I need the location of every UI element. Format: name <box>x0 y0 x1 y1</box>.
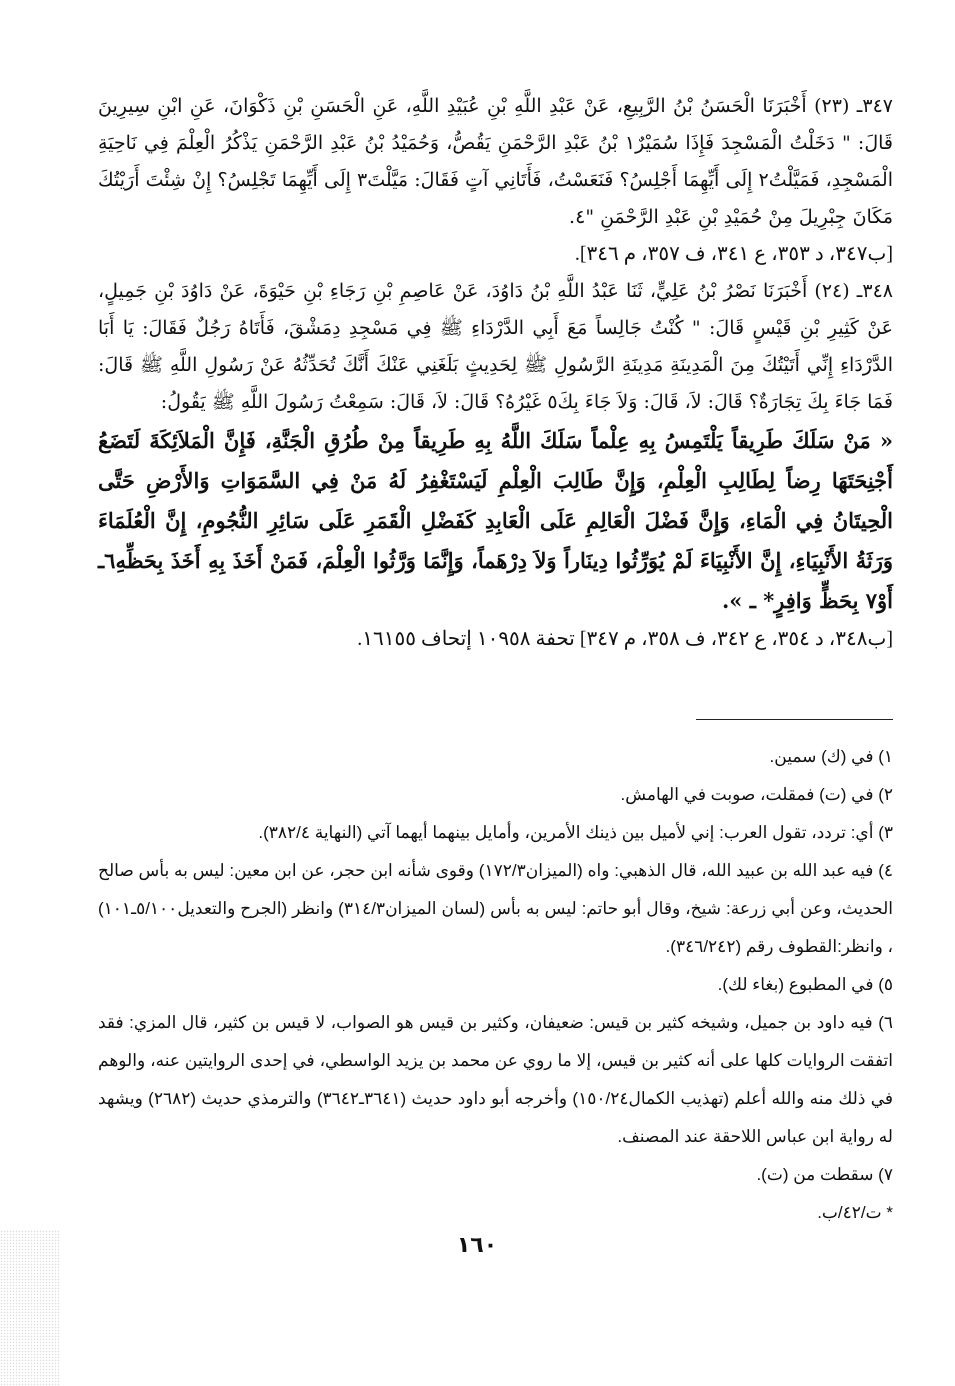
main-text <box>98 88 893 658</box>
reference-348: [ب٣٤٨، د ٣٥٤، ع ٣٤٢، ف ٣٥٨، م ٣٤٧] تحفة ١٠٩٥٨ إتحاف ١٦١٥٥. <box>357 628 893 650</box>
page-number: ١٦٠ <box>456 1233 498 1258</box>
footnote-6: ٦) فيه داود بن جميل، وشيخه كثير بن قيس: ضعيفان، وكثير بن قيس هو الصواب، لا قيس بن كثير، قال المزي: فقد اتفقت الروايات كلها على أنه كثير بن قيس، إلا ما روي عن محمد بن يزيد الواسطي، في إحدى الروايتين عنه، والوهم في ذلك منه والله أعلم (تهذيب الكمال١٥٠/٢٤) وأخرجه أبو داود حديث (٣٦٤١ـ٣٦٤٢) والترمذي حديث (٢٦٨٢) ويشهد له رواية ابن عباس اللاحقة عند المصنف. <box>98 1013 894 1146</box>
footnote-separator <box>696 719 893 720</box>
prophetic-quote: « مَنْ سَلَكَ طَرِيقاً يَلْتَمِسُ بِهِ عِلْماً سَلَكَ اللَّهُ بِهِ طَرِيقاً مِنْ طُرُقِ الْجَنَّةِ، فَإِنَّ الْمَلاَئِكَةَ لَتَضَعُ أَجْنِحَتَهَا رِضاً لِطَالِبِ الْعِلْمِ، وَإِنَّ طَالِبَ الْعِلْمِ لَيَسْتَغْفِرُ لَهُ مَنْ فِي السَّمَوَاتِ وَالأَرْضِ حَتَّى الْحِيتَانُ فِي الْمَاءِ، وَإِنَّ فَضْلَ الْعَالِمِ عَلَى الْعَابِدِ كَفَضْلِ الْقَمَرِ عَلَى سَائِرِ النُّجُومِ، إِنَّ الْعُلَمَاءَ وَرَثَةُ الأَنْبِيَاءِ، إِنَّ الأَنْبِيَاءَ لَمْ يُوَرِّثُوا دِينَاراً وَلاَ دِرْهَماً، وَإِنَّمَا وَرَّثُوا الْعِلْمَ، فَمَنْ أَخَذَ بِهِ أَخَذَ بِحَظِّهِ٦ـ أَوْ٧ بِحَظٍّ وَافِرٍ* ـ ». <box>98 428 893 613</box>
footnote-2: ٢) في (ت) فمقلت، صوبت في الهامش. <box>620 785 893 804</box>
footnote-4: ٤) فيه عبد الله بن عبيد الله، قال الذهبي: واه (الميزان١٧٢/٣) وقوى شأنه ابن حجر، عن ابن معين: ليس به بأس صالح الحديث، وعن أبي زرعة: شيخ، وقال أبو حاتم: ليس به بأس (لسان الميزان٣١٤/٣) وانظر (الجرح والتعديل٥/١٠٠ـ١٠١) ، وانظر:القطوف رقم (٣٤٦/٢٤٢). <box>98 861 893 956</box>
hadith-348: ٣٤٨ـ (٢٤) أَخْبَرَنَا نَصْرُ بْنُ عَلِيٍّ، ثَنَا عَبْدُ اللَّهِ بْنُ دَاوُدَ، عَنْ عَاصِمِ بْنِ رَجَاءِ بْنِ حَيْوَةَ، عَنْ دَاوُدَ بْنِ جَمِيلٍ، عَنْ كَثِيرِ بْنِ قَيْسٍ قَالَ: " كُنْتُ جَالِساً مَعَ أَبِي الدَّرْدَاءِ ﷺ فِي مَسْجِدِ دِمَشْقَ، فَأَتَاهُ رَجُلٌ فَقَالَ: يَا أَبَا الدَّرْدَاءِ إِنِّي أَتَيْتُكَ مِنَ الْمَدِينَةِ مَدِينَةِ الرَّسُولِ ﷺ لِحَدِيثٍ بَلَغَنِي عَنْكَ أَنَّكَ تُحَدِّثُهُ عَنْ رَسُولِ اللَّهِ ﷺ قَالَ: فَمَا جَاءَ بِكَ تِجَارَةٌ؟ قَالَ: لاَ، قَالَ: وَلاَ جَاءَ بِكَ٥ غَيْرُهُ؟ قَالَ: لاَ، قَالَ: سَمِعْتُ رَسُولَ اللَّهِ ﷺ يَقُولُ: <box>98 280 893 413</box>
scan-noise <box>0 1230 60 1386</box>
footnotes <box>98 738 893 1232</box>
footnote-5: ٥) في المطبوع (بغاء لك). <box>717 975 893 994</box>
hadith-347: ٣٤٧ـ (٢٣) أَخْبَرَنَا الْحَسَنُ بْنُ الرَّبِيعِ، عَنْ عَبْدِ اللَّهِ بْنِ عُبَيْدِ اللَّهِ، عَنِ الْحَسَنِ بْنِ ذَكْوَانَ، عَنِ ابْنِ سِيرِينَ قَالَ: " دَخَلْتُ الْمَسْجِدَ فَإِذَا سُمَيْرٌ١ بْنُ عَبْدِ الرَّحْمَنِ يَقُصُّ، وَحُمَيْدُ بْنُ عَبْدِ الرَّحْمَنِ يَذْكُرُ الْعِلْمَ فِي نَاحِيَةِ الْمَسْجِدِ، فَمَيَّلْتُ٢ إِلَى أَيِّهِمَا أَجْلِسُ؟ فَنَعَسْتُ، فَأَتَانِي آتٍ فَقَالَ: مَيَّلْتَ٣ إِلَى أَيِّهِمَا تَجْلِسُ؟ إِنْ شِئْتَ أَرَيْتُكَ مَكَانَ جِبْرِيلَ مِنْ حُمَيْدِ بْنِ عَبْدِ الرَّحْمَنِ "٤. <box>98 95 893 228</box>
reference-347: [ب٣٤٧، د ٣٥٣، ع ٣٤١، ف ٣٥٧، م ٣٤٦]. <box>574 243 893 265</box>
footnote-1: ١) في (ك) سمين. <box>769 747 893 766</box>
footnote-star: * ت/٤٢/ب. <box>817 1203 893 1222</box>
footnote-3: ٣) أي: تردد، تقول العرب: إني لأميل بين ذينك الأمرين، وأمايل بينهما أيهما آتي (النهاية ٣٨٢/٤). <box>258 823 893 842</box>
footnote-7: ٧) سقطت من (ت). <box>756 1165 893 1184</box>
